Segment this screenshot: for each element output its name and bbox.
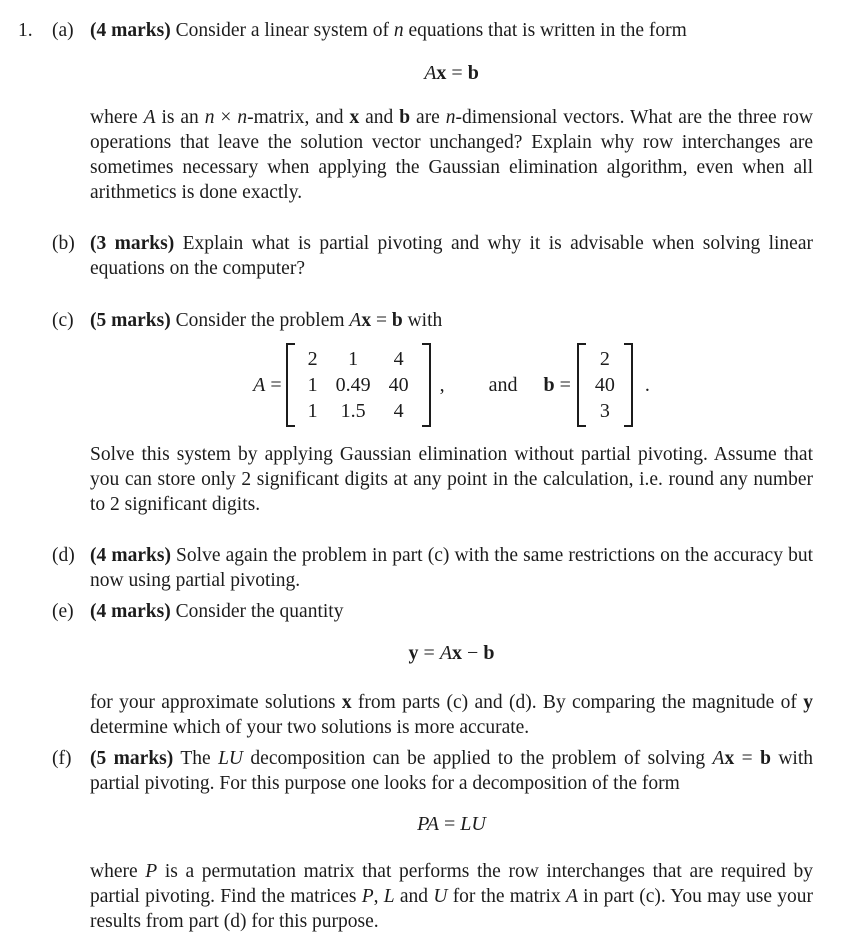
- item-b: [52, 231, 813, 281]
- item-f-body: [90, 859, 813, 934]
- item-a: [52, 18, 813, 205]
- item-b-label: (b): [52, 233, 75, 254]
- vector-bracket-left: [577, 343, 586, 427]
- text-segment: is a permutation matrix that performs the row interchanges that are required by partial pivoting. Find the matrices: [90, 861, 813, 907]
- text-segment: −: [462, 642, 484, 664]
- text-segment: n: [393, 20, 404, 41]
- text-segment: =: [446, 62, 468, 84]
- vector-b-lhs: [543, 373, 570, 398]
- text-segment: x: [724, 748, 735, 769]
- text-segment: ×: [214, 107, 238, 128]
- matrix-cell: 0.49: [335, 374, 371, 396]
- item-d-label: (d): [52, 545, 75, 566]
- matrix-cell: 4: [393, 348, 404, 370]
- text-segment: A: [712, 748, 725, 769]
- text-segment: b: [483, 642, 495, 664]
- text-segment: and: [359, 107, 400, 128]
- text-segment: with partial pivoting. For this purpose one looks for a decomposition of the form: [90, 748, 814, 794]
- text-segment: (4 marks): [90, 20, 171, 41]
- text-segment: and: [394, 886, 434, 907]
- text-segment: LU: [460, 813, 486, 835]
- item-a-heading: [90, 18, 813, 43]
- text-segment: Solve this system by applying Gaussian elimination without partial pivoting. Assume that you can store only 2 significant digits at any point in the calculation, i.e. round any number to 2 significant digits.: [90, 444, 813, 515]
- text-segment: x: [436, 62, 447, 84]
- vector-cell: 2: [599, 348, 610, 370]
- vector-cell: 40: [594, 374, 615, 396]
- text-segment: A: [253, 373, 266, 396]
- text-segment: for the matrix: [447, 886, 566, 907]
- matrix-cell: 40: [388, 374, 409, 396]
- text-segment: b: [399, 107, 411, 128]
- text-segment: y: [803, 692, 813, 713]
- matrix-comma: ,: [439, 373, 445, 396]
- text-segment: =: [734, 748, 761, 769]
- text-segment: -dimensional vectors. What are the three row operations that leave the solution vector unchanged? Explain why row interchanges are sometimes necessary when applying the Gaussian elimination algorithm, even when all arithmetics is done exactly.: [90, 107, 813, 203]
- question-items: [52, 18, 813, 934]
- text-segment: (3 marks): [90, 233, 175, 254]
- matrix-period: .: [644, 373, 650, 396]
- text-segment: with: [402, 310, 443, 331]
- and-word: and: [488, 373, 518, 396]
- text-segment: determine which of your two solutions is more accurate.: [90, 717, 530, 738]
- text-segment: b: [391, 310, 403, 331]
- item-c-label: (c): [52, 310, 74, 331]
- text-segment: =: [265, 373, 282, 396]
- matrix-a: [286, 343, 431, 427]
- item-f-heading: [90, 746, 813, 796]
- equation-y-eq-ax-minus-b: [90, 641, 813, 666]
- text-segment: n: [445, 107, 456, 128]
- text-segment: A: [143, 107, 156, 128]
- text-segment: =: [418, 642, 440, 664]
- matrix-a-lhs: [253, 373, 282, 398]
- item-e-body: [90, 690, 813, 740]
- item-d-heading: [90, 543, 813, 593]
- question-number: 1.: [18, 20, 33, 41]
- text-segment: b: [467, 62, 479, 84]
- matrix-cell: 1: [307, 400, 318, 422]
- text-segment: Solve again the problem in part (c) with the same restrictions on the accuracy but now using partial pivoting.: [90, 545, 813, 591]
- matrix-cell: 1.5: [340, 400, 366, 422]
- vector-cell: 3: [599, 400, 610, 422]
- text-segment: ,: [373, 886, 384, 907]
- item-e-heading: [90, 599, 813, 624]
- vector-b-grid: [586, 343, 624, 427]
- matrix-equation-line: [90, 343, 813, 427]
- item-c-heading: [90, 308, 813, 333]
- text-segment: L: [383, 886, 395, 907]
- text-segment: A: [349, 310, 362, 331]
- item-c-body: [90, 442, 813, 517]
- text-segment: equations that is written in the form: [403, 20, 687, 41]
- text-segment: (4 marks): [90, 601, 171, 622]
- equation-pa-eq-lu: [90, 812, 813, 837]
- text-segment: b: [760, 748, 771, 769]
- text-segment: decomposition can be applied to the problem of solving: [243, 748, 713, 769]
- text-segment: from parts (c) and (d). By comparing the magnitude of: [351, 692, 804, 713]
- text-segment: x: [349, 107, 360, 128]
- text-segment: P: [145, 861, 158, 882]
- text-segment: A: [565, 886, 578, 907]
- text-segment: x: [452, 642, 463, 664]
- matrix-bracket-right: [422, 343, 431, 427]
- text-segment: P: [361, 886, 374, 907]
- text-segment: Consider the quantity: [170, 601, 344, 622]
- vector-b: [577, 343, 633, 427]
- matrix-cell: 1: [307, 374, 318, 396]
- item-f-label: (f): [52, 748, 72, 769]
- item-c: [52, 308, 813, 517]
- matrix-bracket-left: [286, 343, 295, 427]
- text-segment: b: [543, 373, 555, 396]
- item-f: [52, 746, 813, 934]
- text-segment: y: [408, 642, 419, 664]
- text-segment: =: [371, 310, 392, 331]
- text-segment: Explain what is partial pivoting and why it is advisable when solving linear equations on the computer?: [90, 233, 813, 279]
- text-segment: A: [439, 642, 453, 664]
- item-a-body: [90, 105, 813, 205]
- text-segment: where: [90, 861, 146, 882]
- text-segment: where: [90, 107, 144, 128]
- text-segment: n: [237, 107, 248, 128]
- text-segment: (5 marks): [90, 310, 171, 331]
- text-segment: (4 marks): [90, 545, 171, 566]
- text-segment: Consider a linear system of: [170, 20, 394, 41]
- text-segment: LU: [218, 748, 243, 769]
- text-segment: for your approximate solutions: [90, 692, 342, 713]
- text-segment: Consider the problem: [170, 310, 350, 331]
- text-segment: The: [173, 748, 219, 769]
- item-e-label: (e): [52, 601, 74, 622]
- text-segment: x: [361, 310, 372, 331]
- text-segment: in part (c). You may use your results from part (d) for this purpose.: [90, 886, 814, 932]
- text-segment: =: [554, 373, 571, 396]
- matrix-cell: 2: [307, 348, 318, 370]
- text-segment: A: [424, 62, 437, 84]
- item-b-heading: [90, 231, 813, 281]
- equation-ax-eq-b: [90, 61, 813, 86]
- text-segment: =: [439, 813, 461, 835]
- text-segment: -matrix, and: [247, 107, 350, 128]
- text-segment: are: [410, 107, 446, 128]
- text-segment: is an: [155, 107, 205, 128]
- vector-bracket-right: [624, 343, 633, 427]
- text-segment: x: [341, 692, 352, 713]
- item-e: [52, 599, 813, 740]
- matrix-cell: 1: [348, 348, 359, 370]
- text-segment: U: [433, 886, 448, 907]
- item-d: [52, 543, 813, 593]
- text-segment: n: [204, 107, 215, 128]
- matrix-cell: 4: [393, 400, 404, 422]
- text-segment: PA: [417, 813, 439, 835]
- item-a-label: (a): [52, 20, 74, 41]
- matrix-a-grid: [295, 343, 422, 427]
- text-segment: (5 marks): [90, 748, 174, 769]
